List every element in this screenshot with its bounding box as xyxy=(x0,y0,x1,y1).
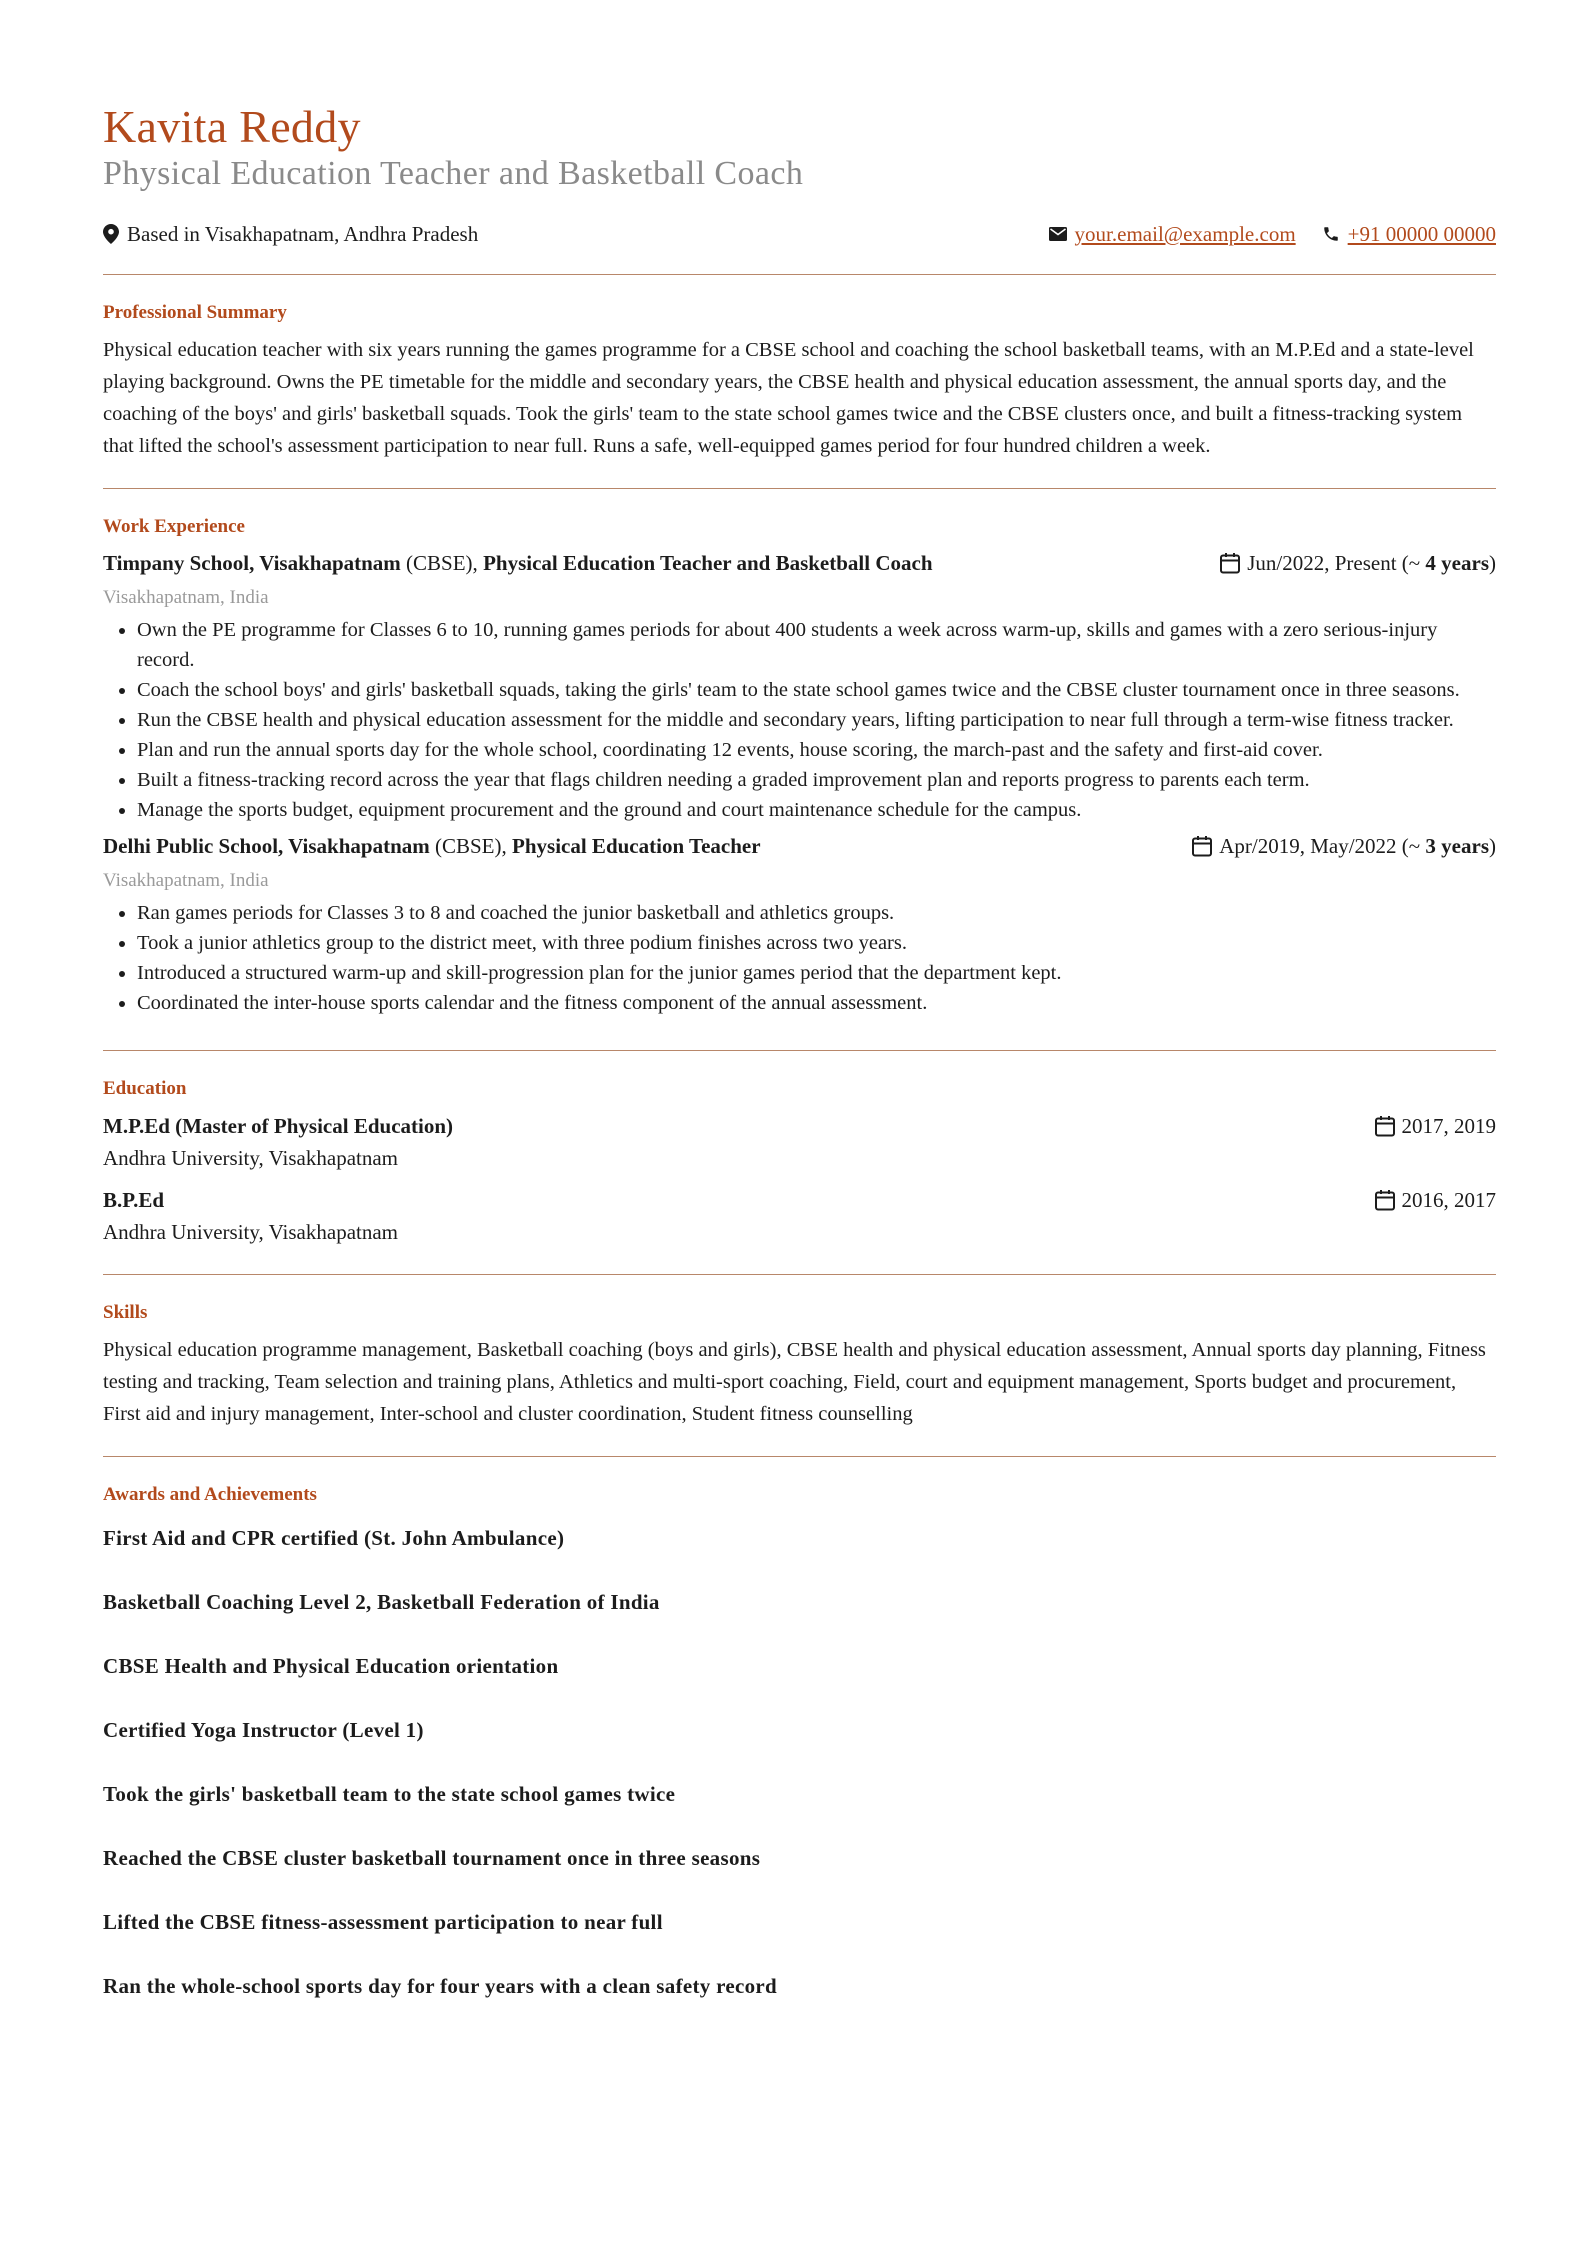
award-item: Certified Yoga Instructor (Level 1) xyxy=(103,1718,424,1742)
job-role: Physical Education Teacher and Basketball Coach xyxy=(483,551,933,575)
job-header xyxy=(103,831,1496,861)
education-entry xyxy=(103,1184,1496,1216)
education-dates xyxy=(1374,1110,1497,1142)
section-title: Skills xyxy=(103,1302,148,1323)
list-item: • Plan and run the annual sports day for the whole school, coordinating 12 events, house scoring, the march-past and the safety and first-aid cover. xyxy=(137,735,1496,765)
phone-link[interactable]: +91 00000 00000 xyxy=(1347,222,1496,246)
summary-text: Physical education teacher with six years running the games programme for a CBSE school and coaching the school basketball teams, with an M.P.Ed and a state-level playing background. Owns the PE timetable for the middle and secondary years, the CBSE health and physical education assessment, the annual sports day, and the coaching of the boys' and girls' basketball squads. Took the girls' team to the state school games twice and the CBSE clusters once, and built a fitness-tracking system that lifted the school's assessment participation to near full. Runs a safe, well-equipped games period for four hundred children a week. xyxy=(103,339,1474,457)
list-item: • Own the PE programme for Classes 6 to 10, running games periods for about 400 students a week across warm-up, skills and games with a zero serious-injury record. xyxy=(137,615,1496,675)
phone-icon xyxy=(1322,225,1340,243)
summary-section xyxy=(103,275,1496,488)
email-link[interactable]: your.email@example.com xyxy=(1074,222,1296,246)
contact-links xyxy=(1023,220,1496,248)
contact-bar xyxy=(103,220,1496,248)
job-date-range: Apr/2019, May/2022 (~ xyxy=(1219,834,1421,858)
degree-line xyxy=(103,1110,453,1142)
map-pin-icon xyxy=(103,224,119,244)
job-date-range: Jun/2022, Present (~ xyxy=(1247,551,1421,575)
list-item: • Manage the sports budget, equipment procurement and the ground and court maintenance schedule for the campus. xyxy=(137,795,1496,825)
education-entry xyxy=(103,1110,1496,1142)
education-date-text: 2017, 2019 xyxy=(1401,1114,1496,1138)
job-entry xyxy=(103,548,1496,825)
education-institution: Andhra University, Visakhapatnam xyxy=(103,1220,399,1244)
award-item: First Aid and CPR certified (St. John Ambulance) xyxy=(103,1526,565,1550)
list-item: • Took a junior athletics group to the district meet, with three podium finishes across two years. xyxy=(137,928,1496,958)
email-group xyxy=(1049,220,1296,248)
job-title-line xyxy=(103,831,761,861)
job-org: Timpany School, Visakhapatnam xyxy=(103,551,401,575)
location-group xyxy=(103,220,478,248)
envelope-icon xyxy=(1049,227,1067,241)
list-item: • Introduced a structured warm-up and skill-progression plan for the junior games period that the department kept. xyxy=(137,958,1496,988)
section-title: Work Experience xyxy=(103,516,245,537)
section-title: Education xyxy=(103,1078,187,1099)
list-item: • Run the CBSE health and physical education assessment for the middle and secondary years, lifting participation to near full through a term-wise fitness tracker. xyxy=(137,705,1496,735)
calendar-icon xyxy=(1374,1189,1396,1211)
award-item: Took the girls' basketball team to the state school games twice xyxy=(103,1782,676,1806)
degree-line xyxy=(103,1184,164,1216)
job-duration: 4 years xyxy=(1425,551,1489,575)
job-bullets xyxy=(103,615,1496,825)
degree-detail: (Master of Physical Education) xyxy=(175,1114,454,1138)
job-header xyxy=(103,548,1496,578)
job-board: (CBSE), xyxy=(435,834,507,858)
job-date-close: ) xyxy=(1489,834,1496,858)
job-role: Physical Education Teacher xyxy=(512,834,761,858)
job-title-line xyxy=(103,548,933,578)
job-location: Visakhapatnam, India xyxy=(103,587,269,608)
award-item: CBSE Health and Physical Education orientation xyxy=(103,1654,559,1678)
award-item: Ran the whole-school sports day for four years with a clean safety record xyxy=(103,1974,778,1998)
job-date-close: ) xyxy=(1489,551,1496,575)
job-entry xyxy=(103,831,1496,1018)
list-item: • Coach the school boys' and girls' basketball squads, taking the girls' team to the state school games twice and the CBSE cluster tournament once in three seasons. xyxy=(137,675,1496,705)
section-title: Awards and Achievements xyxy=(103,1484,317,1505)
job-org: Delhi Public School, Visakhapatnam xyxy=(103,834,430,858)
award-item: Lifted the CBSE fitness-assessment participation to near full xyxy=(103,1910,663,1934)
job-duration: 3 years xyxy=(1425,834,1489,858)
job-board: (CBSE), xyxy=(406,551,478,575)
award-item: Basketball Coaching Level 2, Basketball Federation of India xyxy=(103,1590,660,1614)
calendar-icon xyxy=(1219,552,1241,574)
education-institution: Andhra University, Visakhapatnam xyxy=(103,1146,399,1170)
list-item: • Ran games periods for Classes 3 to 8 and coached the junior basketball and athletics groups. xyxy=(137,898,1496,928)
education-dates xyxy=(1374,1184,1497,1216)
section-title: Professional Summary xyxy=(103,302,287,323)
award-item: Reached the CBSE cluster basketball tournament once in three seasons xyxy=(103,1846,761,1870)
education-section xyxy=(103,1051,1496,1274)
phone-group xyxy=(1322,220,1496,248)
job-location: Visakhapatnam, India xyxy=(103,870,269,891)
candidate-title: Physical Education Teacher and Basketball Coach xyxy=(103,155,804,192)
experience-section xyxy=(103,489,1496,1050)
list-item: • Built a fitness-tracking record across the year that flags children needing a graded improvement plan and reports progress to parents each term. xyxy=(137,765,1496,795)
awards-section xyxy=(103,1457,1496,2061)
list-item: • Coordinated the inter-house sports calendar and the fitness component of the annual assessment. xyxy=(137,988,1496,1018)
calendar-icon xyxy=(1374,1115,1396,1137)
education-date-text: 2016, 2017 xyxy=(1401,1188,1496,1212)
job-dates xyxy=(1219,548,1496,578)
skills-text: Physical education programme management, Basketball coaching (boys and girls), CBSE health and physical education assessment, Annual sports day planning, Fitness testing and tracking, Team selection and training plans, Athletics and multi-sport coaching, Field, court and equipment management, Sports budget and procurement, First aid and injury management, Inter-school and cluster coordination, Student fitness counselling xyxy=(103,1339,1486,1425)
degree-name: B.P.Ed xyxy=(103,1188,165,1212)
candidate-name: Kavita Reddy xyxy=(103,101,361,152)
calendar-icon xyxy=(1191,835,1213,857)
degree-name: M.P.Ed xyxy=(103,1114,170,1138)
skills-section xyxy=(103,1275,1496,1456)
resume-page xyxy=(103,100,1496,2061)
job-bullets xyxy=(103,898,1496,1018)
location-text: Based in Visakhapatnam, Andhra Pradesh xyxy=(127,222,479,246)
job-dates xyxy=(1191,831,1496,861)
